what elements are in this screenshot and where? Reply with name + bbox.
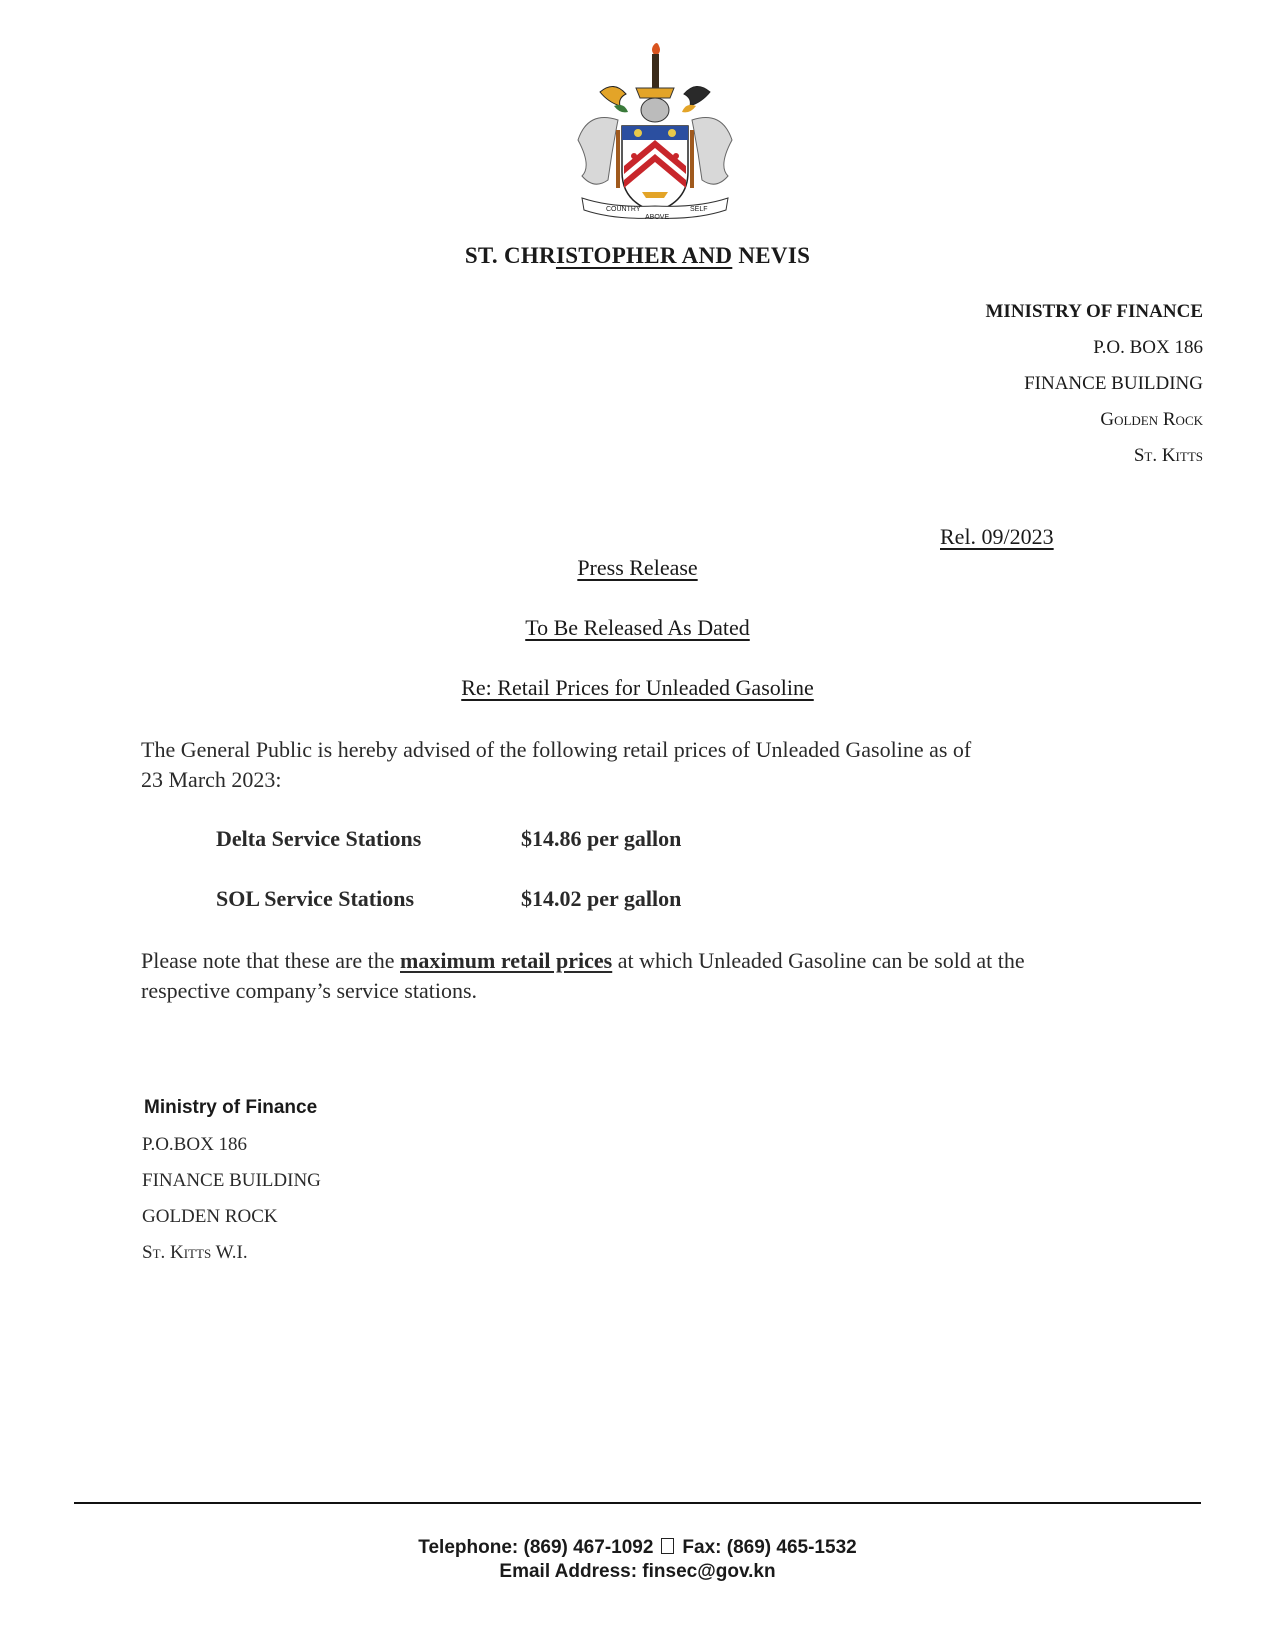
country-title-part3: NEVIS [732, 243, 811, 268]
reference-number: Rel. 09/2023 [940, 524, 1054, 549]
sender-ministry: MINISTRY OF FINANCE [985, 301, 1203, 322]
subject-heading: Re: Retail Prices for Unleaded Gasoline [461, 675, 814, 700]
sender-building: FINANCE BUILDING [1024, 373, 1203, 394]
intro-paragraph [141, 735, 1151, 795]
separator-box-icon [661, 1538, 674, 1554]
note-pre: Please note that these are the [141, 948, 401, 973]
motto-above-text: ABOVE [645, 214, 670, 221]
coat-of-arms-logo [570, 40, 740, 230]
note-line-1 [141, 946, 1151, 976]
release-note-heading: To Be Released As Dated [525, 615, 750, 640]
footer-contact-line [0, 1537, 1275, 1559]
signature-po-box: P.O.BOX 186 [142, 1134, 248, 1155]
price-value-sol: $14.02 per gallon [521, 886, 682, 911]
signature-golden-rock: GOLDEN ROCK [142, 1206, 278, 1227]
footer-email: Email Address: finsec@gov.kn [499, 1561, 776, 1582]
note-line-2: respective company’s service stations. [141, 978, 478, 1003]
country-title [0, 243, 1275, 269]
sender-golden-rock: Golden Rock [1100, 409, 1203, 430]
press-release-heading: Press Release [577, 555, 698, 580]
intro-line-2: 23 March 2023: [141, 767, 282, 792]
signature-st-kitts: St. Kitts W.I. [142, 1242, 248, 1263]
footer-fax: Fax: (869) 465-1532 [682, 1537, 857, 1558]
note-paragraph [141, 946, 1151, 1006]
price-value-delta: $14.86 per gallon [521, 826, 682, 851]
footer-telephone: Telephone: (869) 467-1092 [418, 1537, 654, 1558]
sender-st-kitts: St. Kitts [1133, 445, 1203, 466]
signature-building: FINANCE BUILDING [142, 1170, 321, 1191]
intro-line-1: The General Public is hereby advised of the following retail prices of Unleaded Gasoline as of [141, 737, 972, 762]
footer-divider [74, 1502, 1201, 1504]
sender-po-box: P.O. BOX 186 [1093, 337, 1203, 358]
note-post: at which Unleaded Gasoline can be sold at the [612, 948, 1025, 973]
motto-self-text: SELF [690, 206, 708, 213]
country-title-part1: ST. CHR [464, 243, 556, 268]
price-station-delta: Delta Service Stations [216, 826, 422, 851]
note-emphasis: maximum retail prices [400, 948, 613, 973]
signature-title: Ministry of Finance [144, 1097, 318, 1118]
price-station-sol: SOL Service Stations [216, 886, 415, 911]
country-title-part2: ISTOPHER AND [555, 243, 733, 268]
motto-country-text: COUNTRY [606, 206, 641, 213]
